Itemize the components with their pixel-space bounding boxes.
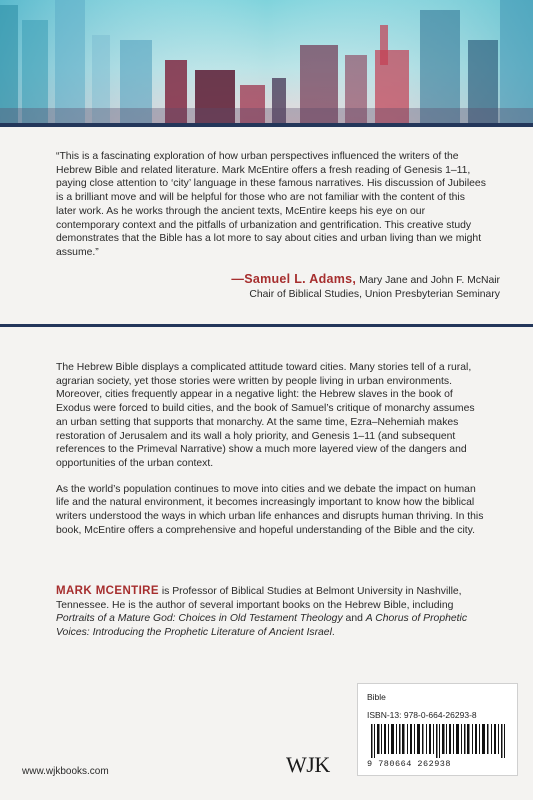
quote-text: “This is a fascinating exploration of how urban perspectives influenced the writers of the Hebrew Bible and related literature. Mark McEntire offers a fresh reading of Genesis 1–11, paying close attention to ‘city’ language in these famous narratives. His discussion of Jubilees is a brilliant move and will be helpful for those who are not familiar with the content of this later work. As he works through the ancient texts, McEntire keeps his eye on our contemporary context and the pitfalls of urbanization and gentrification. This creative study demonstrates that the Bible has a lot more to say about cities and urban living than we might assume.” (56, 151, 486, 258)
bio-text-3: . (331, 627, 335, 639)
bio-book-1: Portraits of a Mature God: Choices in Old Testament Theology (56, 613, 343, 625)
bio-text-1: is Professor of Biblical Studies at Belmont University in Nashville, Tennessee. He is the author of several important books on the Hebrew Bible, including (56, 586, 462, 611)
description-paragraph-2: As the world’s population continues to move into cities and we debate the impact on human life and the natural environment, it becomes increasingly important to know how the biblical writers understood the ways in which urban life enhances and disrupts human thriving. In this book, McEntire offers a comprehensive and hopeful understanding of the Bible and the city. (56, 483, 484, 536)
endorsement-quote (56, 150, 486, 260)
barcode-category: Bible (367, 692, 386, 702)
barcode-number: 9 780664 262938 (367, 759, 452, 769)
bio-text-2: and (342, 613, 366, 625)
barcode-isbn: ISBN-13: 978-0-664-26293-8 (367, 710, 477, 720)
bio-book-2: A Chorus of Prophetic Voices: Introducing the Prophetic Literature of Ancient Israel (56, 613, 468, 639)
book-description (56, 361, 486, 549)
isbn-barcode-panel (357, 683, 518, 776)
publisher-website: www.wjkbooks.com (22, 766, 109, 777)
description-paragraph-1: The Hebrew Bible displays a complicated attitude toward cities. Many stories tell of a rural, agrarian society, yet those stories were written by people living in urban environments. Moreover, cities frequently appear in a negative light: the Hebrew slaves in the book of Exodus were forced to build cities, and the book of Samuel’s critique of monarchy assumes an urban setting that supports that monarchy. At the same time, Ezra–Nehemiah makes restoration of Jerusalem and its wall a holy priority, and Genesis 1–11 (and subsequent references to the Primeval Narrative) show a much more layered view of the dangers and opportunities of the urban context. (56, 362, 475, 469)
top-divider-rule (0, 123, 533, 127)
endorser-title-line2: Chair of Biblical Studies, Union Presbyterian Seminary (249, 289, 500, 300)
middle-divider-rule (0, 324, 533, 327)
endorser-name: —Samuel L. Adams, (231, 272, 357, 286)
cover-art-cityscape (0, 0, 533, 123)
endorser-title-line1: Mary Jane and John F. McNair (356, 275, 500, 286)
author-bio (56, 585, 486, 640)
publisher-logo: WJK (286, 752, 330, 777)
barcode-bars (371, 724, 505, 758)
quote-attribution (60, 272, 500, 302)
author-name: MARK MCENTIRE (56, 585, 159, 597)
